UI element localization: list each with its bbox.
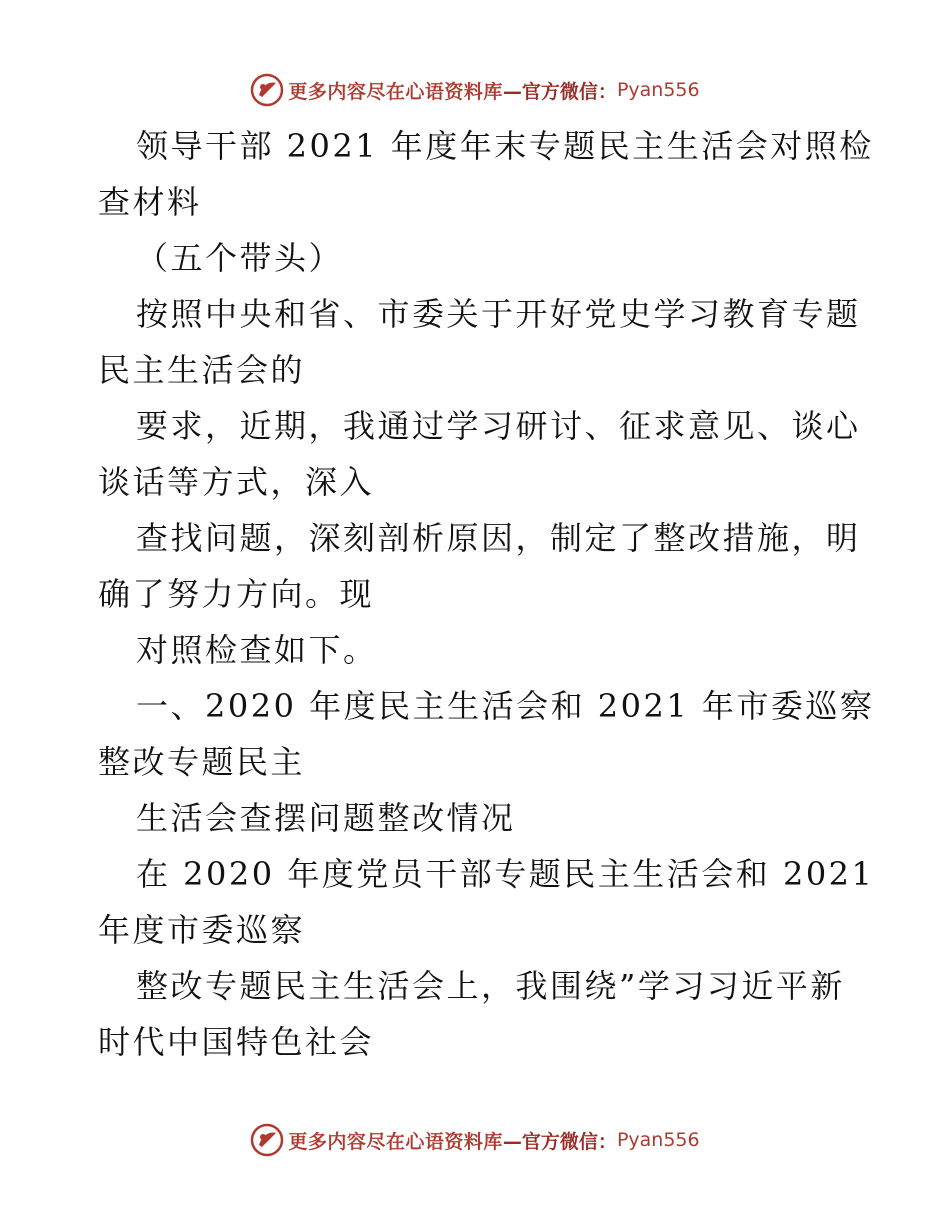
doc-paragraph-line: 要求，近期，我通过学习研讨、征求意见、谈心 [136,407,861,445]
footer-banner [0,1122,950,1158]
banner-sub-text: —官方微信： [502,80,617,103]
doc-paragraph-line: 谈话等方式，深入 [98,463,375,501]
banner-wechat-id: Pyan556 [616,79,700,101]
doc-paragraph-line: 对照检查如下。 [136,631,378,669]
banner-sub-text: —官方微信： [502,1130,617,1153]
doc-title-line-2: 查材料 [98,183,202,221]
doc-section-heading: 一、2020 年度民主生活会和 2021 年市委巡察 [136,687,875,725]
document-body [98,118,875,1070]
brand-logo-icon [250,73,284,107]
header-banner [0,72,950,108]
doc-section-heading: 整改专题民主 [98,743,306,781]
doc-paragraph-line: 查找问题，深刻剖析原因，制定了整改措施，明 [136,519,861,557]
doc-paragraph-line: 时代中国特色社会 [98,1023,375,1061]
doc-section-heading: 生活会查摆问题整改情况 [136,799,516,837]
doc-paragraph-line: 民主生活会的 [98,351,306,389]
brand-logo-icon [250,1123,284,1157]
banner-wechat-id: Pyan556 [616,1129,700,1151]
doc-paragraph-line: 整改专题民主生活会上，我围绕”学习习近平新 [136,967,845,1005]
doc-paragraph-line: 年度市委巡察 [98,911,306,949]
doc-subtitle: （五个带头） [136,239,344,277]
banner-main-text: 更多内容尽在心语资料库 [288,80,503,103]
doc-paragraph-line: 确了努力方向。现 [98,575,375,613]
doc-paragraph-line: 在 2020 年度党员干部专题民主生活会和 2021 [136,855,875,893]
doc-title-line-1: 领导干部 2021 年度年末专题民主生活会对照检 [136,127,874,165]
banner-main-text: 更多内容尽在心语资料库 [288,1130,503,1153]
doc-paragraph-line: 按照中央和省、市委关于开好党史学习教育专题 [136,295,861,333]
